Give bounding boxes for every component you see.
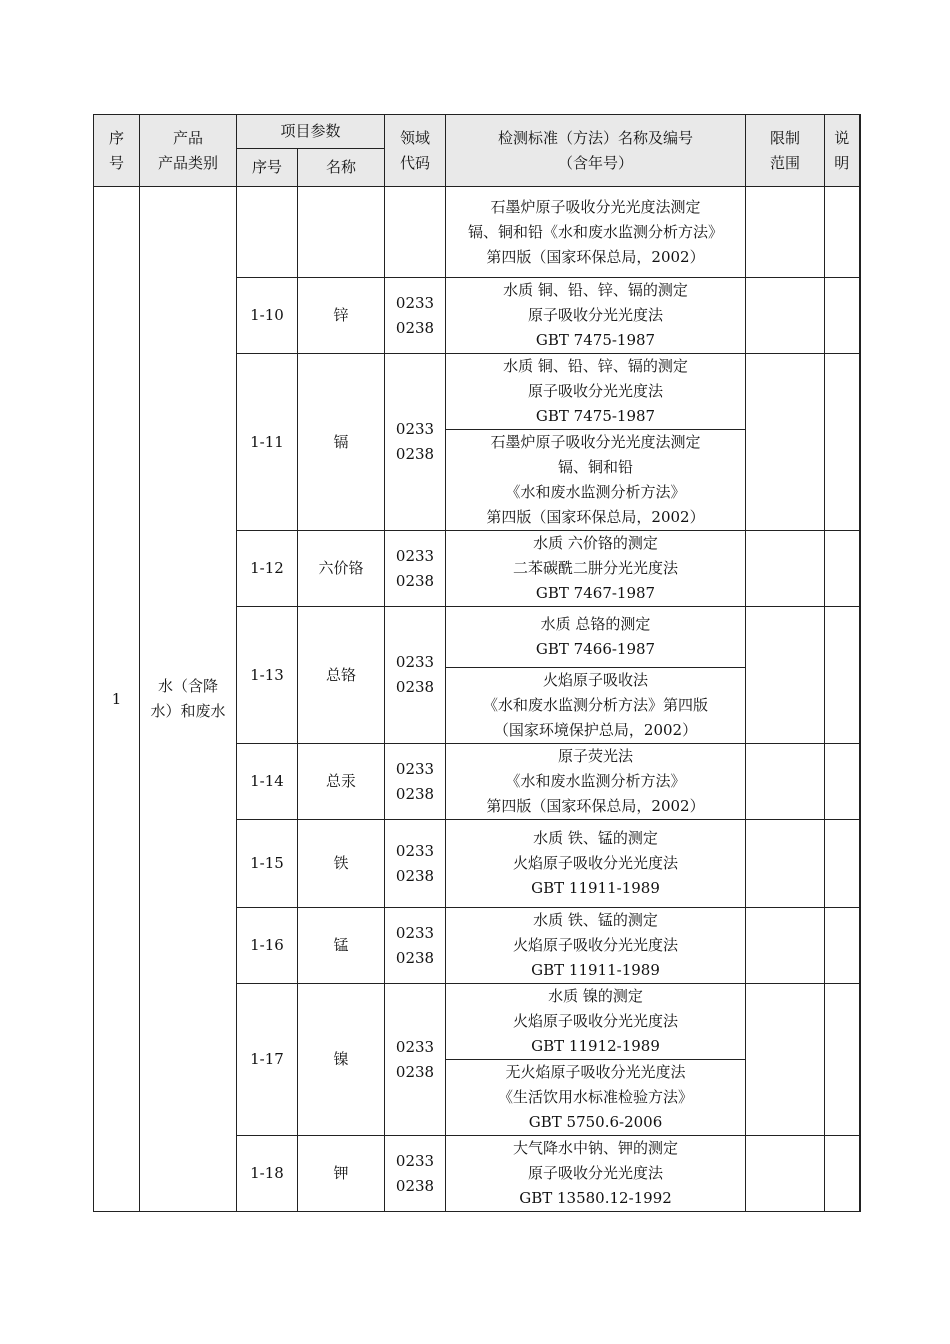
note-cell [825, 820, 860, 908]
standards-table-page [93, 114, 859, 1209]
param-seq-cell: 1-15 [237, 820, 298, 908]
group-category-cell: 水（含降 水）和废水 [140, 187, 237, 1212]
standard-cell: 水质 总铬的测定 GBT 7466-1987 [446, 607, 746, 668]
field-code-cell: 0233 0238 [385, 820, 446, 908]
standard-cell: 水质 铜、铅、锌、镉的测定 原子吸收分光光度法 GBT 7475-1987 [446, 278, 746, 354]
field-code-cell: 0233 0238 [385, 607, 446, 744]
standards-table [93, 114, 861, 1212]
field-code-cell: 0233 0238 [385, 531, 446, 607]
limit-cell [746, 607, 825, 744]
limit-cell [746, 1136, 825, 1212]
standard-cell: 水质 六价铬的测定 二苯碳酰二肼分光光度法 GBT 7467-1987 [446, 531, 746, 607]
param-seq-cell: 1-12 [237, 531, 298, 607]
limit-cell [746, 908, 825, 984]
field-code-cell: 0233 0238 [385, 278, 446, 354]
note-cell [825, 354, 860, 531]
param-seq-cell: 1-16 [237, 908, 298, 984]
header-limit: 限制 范围 [746, 115, 825, 187]
param-name-cell [298, 187, 385, 278]
param-name-cell: 钾 [298, 1136, 385, 1212]
param-name-cell: 总汞 [298, 744, 385, 820]
header-params: 项目参数 [237, 115, 385, 149]
header-product: 产品 产品类别 [140, 115, 237, 187]
field-code-cell [385, 187, 446, 278]
limit-cell [746, 744, 825, 820]
param-name-cell: 六价铬 [298, 531, 385, 607]
header-seq: 序 号 [94, 115, 140, 187]
field-code-cell: 0233 0238 [385, 1136, 446, 1212]
param-name-cell: 锰 [298, 908, 385, 984]
param-seq-cell: 1-13 [237, 607, 298, 744]
param-seq-cell: 1-10 [237, 278, 298, 354]
note-cell [825, 607, 860, 744]
param-name-cell: 铁 [298, 820, 385, 908]
param-seq-cell: 1-17 [237, 984, 298, 1136]
param-name-cell: 总铬 [298, 607, 385, 744]
standard-cell: 大气降水中钠、钾的测定 原子吸收分光光度法 GBT 13580.12-1992 [446, 1136, 746, 1212]
param-name-cell: 镍 [298, 984, 385, 1136]
param-seq-cell [237, 187, 298, 278]
standard-cell: 火焰原子吸收法 《水和废水监测分析方法》第四版 （国家环境保护总局，2002） [446, 668, 746, 744]
note-cell [825, 1136, 860, 1212]
limit-cell [746, 187, 825, 278]
standard-cell: 水质 铜、铅、锌、镉的测定 原子吸收分光光度法 GBT 7475-1987 [446, 354, 746, 430]
field-code-cell: 0233 0238 [385, 908, 446, 984]
table-row [94, 187, 860, 278]
group-seq-cell: 1 [94, 187, 140, 1212]
note-cell [825, 531, 860, 607]
standard-cell: 水质 铁、锰的测定 火焰原子吸收分光光度法 GBT 11911-1989 [446, 820, 746, 908]
standard-cell: 原子荧光法 《水和废水监测分析方法》 第四版（国家环保总局，2002） [446, 744, 746, 820]
note-cell [825, 984, 860, 1136]
param-seq-cell: 1-18 [237, 1136, 298, 1212]
table-body [94, 187, 860, 1212]
note-cell [825, 187, 860, 278]
note-cell [825, 908, 860, 984]
standard-cell: 石墨炉原子吸收分光光度法测定 镉、铜和铅《水和废水监测分析方法》 第四版（国家环保总局，2002） [446, 187, 746, 278]
param-name-cell: 锌 [298, 278, 385, 354]
header-note: 说 明 [825, 115, 860, 187]
header-param-name: 名称 [298, 149, 385, 187]
field-code-cell: 0233 0238 [385, 984, 446, 1136]
standard-cell: 石墨炉原子吸收分光光度法测定 镉、铜和铅 《水和废水监测分析方法》 第四版（国家环保总局，2002） [446, 430, 746, 531]
limit-cell [746, 278, 825, 354]
standard-cell: 无火焰原子吸收分光光度法 《生活饮用水标准检验方法》 GBT 5750.6-2006 [446, 1060, 746, 1136]
header-field-code: 领域 代码 [385, 115, 446, 187]
standard-cell: 水质 镍的测定 火焰原子吸收分光光度法 GBT 11912-1989 [446, 984, 746, 1060]
note-cell [825, 278, 860, 354]
standard-cell: 水质 铁、锰的测定 火焰原子吸收分光光度法 GBT 11911-1989 [446, 908, 746, 984]
param-seq-cell: 1-14 [237, 744, 298, 820]
param-seq-cell: 1-11 [237, 354, 298, 531]
field-code-cell: 0233 0238 [385, 744, 446, 820]
limit-cell [746, 984, 825, 1136]
field-code-cell: 0233 0238 [385, 354, 446, 531]
header-param-seq: 序号 [237, 149, 298, 187]
note-cell [825, 744, 860, 820]
header-standard: 检测标准（方法）名称及编号 （含年号） [446, 115, 746, 187]
param-name-cell: 镉 [298, 354, 385, 531]
limit-cell [746, 820, 825, 908]
limit-cell [746, 354, 825, 531]
limit-cell [746, 531, 825, 607]
